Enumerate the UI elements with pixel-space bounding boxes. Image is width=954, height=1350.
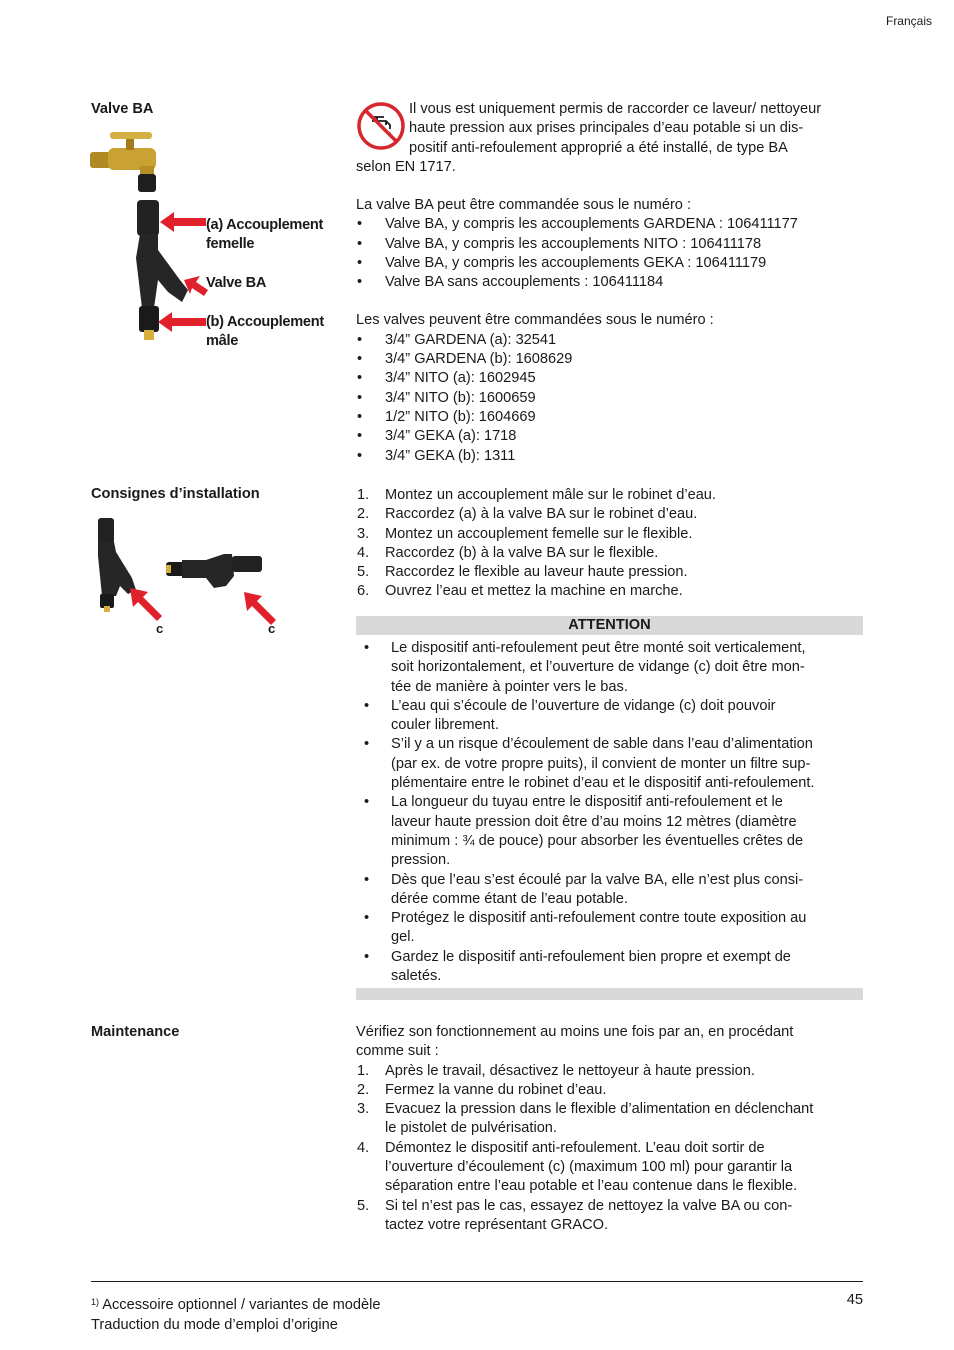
step-line: Si tel n’est pas le cas, essayez de nettoyez la valve BA ou con- bbox=[385, 1197, 793, 1214]
list-item: • 3/4” NITO (b): 1600659 bbox=[356, 389, 866, 408]
attention-line: • L’eau qui s’écoule de l’ouverture de vidange (c) doit pouvoir bbox=[391, 697, 776, 714]
list-item: • Valve BA, y compris les accouplements GARDENA : 106411177 bbox=[356, 215, 866, 234]
coupling-female bbox=[137, 200, 159, 236]
list-item bbox=[356, 544, 866, 563]
attention-item bbox=[363, 793, 863, 870]
attention-line: gel. bbox=[391, 929, 415, 946]
tap-coupling bbox=[138, 174, 156, 192]
page-number: 45 bbox=[846, 1292, 863, 1308]
callout-a bbox=[206, 216, 336, 255]
step-text: Montez un accouplement mâle sur le robinet d’eau. bbox=[385, 487, 716, 503]
valve-ba-illustration bbox=[88, 130, 208, 345]
valve-intro-line2: haute pression aux prises principales d’eau potable si un dis- bbox=[409, 120, 804, 137]
maintenance-intro-line1: Vérifiez son fonctionnement au moins une fois par an, en procédant bbox=[356, 1024, 794, 1040]
footer-left bbox=[91, 1292, 381, 1335]
callout-b bbox=[206, 313, 336, 352]
vertical-coupling-top bbox=[98, 518, 114, 544]
step-number: 4. bbox=[357, 1139, 370, 1156]
attention-item bbox=[363, 871, 863, 910]
attention-line: tée de manière à pointer vers le bas. bbox=[391, 678, 628, 695]
valve-body bbox=[136, 234, 188, 308]
attention-line: saletés. bbox=[391, 968, 442, 985]
attention-line: • La longueur du tuyau entre le dispositif anti-refoulement et le bbox=[391, 794, 783, 811]
step-number: 1. bbox=[357, 487, 370, 503]
step-text: Raccordez (b) à la valve BA sur le flexible. bbox=[385, 544, 659, 561]
list-item bbox=[356, 1081, 866, 1100]
list-item: • 1/2” NITO (b): 1604669 bbox=[356, 408, 866, 427]
horizontal-coupling-right bbox=[232, 556, 262, 572]
attention-line: • Le dispositif anti-refoulement peut être monté soit verticalement, bbox=[391, 640, 806, 656]
maintenance-block bbox=[356, 1023, 866, 1235]
step-number: 1. bbox=[357, 1062, 370, 1079]
callout-b-line1: (b) Accouplement bbox=[206, 314, 324, 330]
footnote bbox=[91, 1292, 381, 1315]
valve-intro-line1: Il vous est uniquement permis de raccorder ce laveur/ nettoyeur bbox=[409, 101, 822, 117]
attention-block bbox=[363, 639, 863, 986]
list-item bbox=[356, 1062, 866, 1081]
order-list bbox=[356, 215, 866, 292]
vertical-coupling-tip bbox=[104, 606, 110, 612]
attention-item bbox=[363, 909, 863, 948]
order-intro: La valve BA peut être commandée sous le numéro : bbox=[356, 197, 692, 213]
list-item: • 3/4” GEKA (b): 1311 bbox=[356, 447, 866, 466]
attention-list bbox=[363, 639, 863, 986]
attention-line: laveur haute pression doit être d’au moins 12 mètres (diamètre bbox=[391, 813, 797, 830]
list-item bbox=[356, 505, 866, 524]
step-text: Raccordez (a) à la valve BA sur le robinet d’eau. bbox=[385, 506, 698, 523]
list-item bbox=[356, 1100, 866, 1139]
maintenance-steps-list bbox=[356, 1062, 866, 1236]
tap-handle bbox=[110, 132, 152, 139]
attention-item bbox=[363, 735, 863, 793]
footnote-mark: 1) bbox=[91, 1297, 100, 1307]
arrow-a-icon bbox=[160, 212, 206, 232]
list-item: • 3/4” GEKA (a): 1718 bbox=[356, 427, 866, 446]
list-item: • Valve BA sans accouplements : 106411184 bbox=[356, 273, 866, 292]
step-line: Après le travail, désactivez le nettoyeur à haute pression. bbox=[385, 1062, 755, 1079]
order-block bbox=[356, 196, 866, 466]
attention-line: minimum : ¾ de pouce) pour absorber les éventuelles crêtes de bbox=[391, 832, 804, 849]
attention-line: • Protégez le dispositif anti-refoulement contre toute exposition au bbox=[391, 910, 807, 927]
list-item bbox=[356, 582, 866, 601]
language-label: Français bbox=[885, 14, 932, 28]
list-item bbox=[356, 525, 866, 544]
attention-line: pression. bbox=[391, 852, 451, 869]
callout-b-line2: mâle bbox=[206, 333, 239, 350]
attention-line: (par ex. de votre propre puits), il convient de monter un filtre sup- bbox=[391, 755, 811, 772]
list-item: • 3/4” GARDENA (b): 1608629 bbox=[356, 350, 866, 369]
step-line: tactez votre représentant GRACO. bbox=[385, 1216, 609, 1233]
attention-line: • Gardez le dispositif anti-refoulement bien propre et exempt de bbox=[391, 948, 791, 965]
attention-footer-bar bbox=[356, 988, 863, 1000]
attention-item bbox=[363, 948, 863, 987]
valves-intro: Les valves peuvent être commandées sous le numéro : bbox=[356, 312, 714, 329]
section-title-maintenance: Maintenance bbox=[91, 1024, 180, 1040]
valve-intro-paragraph bbox=[356, 100, 866, 177]
list-item bbox=[356, 1139, 866, 1197]
attention-heading: ATTENTION bbox=[356, 616, 863, 635]
step-line: Démontez le dispositif anti-refoulement. L’eau doit sortir de bbox=[385, 1139, 765, 1156]
step-line: séparation entre l’eau potable et l’eau contenue dans le flexible. bbox=[385, 1178, 798, 1195]
attention-line: plémentaire entre le robinet d’eau et le dispositif anti-refoulement. bbox=[391, 775, 815, 792]
step-number: 6. bbox=[357, 583, 370, 600]
horizontal-valve-body bbox=[182, 554, 234, 588]
attention-line: • Dès que l’eau s’est écoulé par la valve BA, elle n’est plus consi- bbox=[391, 871, 804, 888]
callout-a-line1: (a) Accouplement bbox=[206, 217, 324, 233]
valves-list bbox=[356, 331, 866, 466]
list-item: • 3/4” NITO (a): 1602945 bbox=[356, 369, 866, 388]
attention-item bbox=[363, 697, 863, 736]
list-item bbox=[356, 1197, 866, 1236]
maintenance-intro-line2: comme suit : bbox=[356, 1043, 439, 1060]
valve-intro-line3: positif anti-refoulement approprié a été installé, de type BA bbox=[409, 139, 788, 156]
attention-line: • S’il y a un risque d’écoulement de sable dans l’eau d’alimentation bbox=[391, 736, 813, 753]
step-text: Ouvrez l’eau et mettez la machine en marche. bbox=[385, 583, 683, 600]
step-number: 3. bbox=[357, 1101, 370, 1118]
callout-valve: Valve BA bbox=[206, 275, 267, 291]
callout-a-line2: femelle bbox=[206, 236, 255, 253]
attention-item bbox=[363, 639, 863, 697]
installation-steps bbox=[356, 486, 866, 602]
step-text: Montez un accouplement femelle sur le flexible. bbox=[385, 525, 693, 542]
step-number: 5. bbox=[357, 1197, 370, 1214]
coupling-male-tip bbox=[144, 330, 154, 340]
label-c-right: c bbox=[268, 621, 276, 636]
installation-steps-list bbox=[356, 486, 866, 602]
step-line: Evacuez la pression dans le flexible d’alimentation en déclenchant bbox=[385, 1101, 814, 1118]
coupling-male bbox=[139, 306, 159, 332]
step-number: 3. bbox=[357, 525, 370, 542]
attention-line: soit horizontalement, et l’ouverture de vidange (c) doit être mon- bbox=[391, 659, 805, 676]
step-number: 5. bbox=[357, 564, 370, 581]
step-line: le pistolet de pulvérisation. bbox=[385, 1120, 557, 1137]
label-c-left: c bbox=[156, 621, 164, 636]
step-line: l’ouverture d’écoulement (c) (maximum 100 ml) pour garantir la bbox=[385, 1159, 793, 1176]
list-item bbox=[356, 563, 866, 582]
section-title-installation: Consignes d’installation bbox=[91, 486, 260, 502]
step-number: 2. bbox=[357, 506, 370, 523]
list-item: • Valve BA, y compris les accouplements NITO : 106411178 bbox=[356, 235, 866, 254]
footer-divider bbox=[91, 1281, 863, 1282]
arrow-valve-icon bbox=[184, 276, 208, 296]
list-item bbox=[356, 486, 866, 505]
attention-line: dérée comme étant de l’eau potable. bbox=[391, 890, 628, 907]
step-line: Fermez la vanne du robinet d’eau. bbox=[385, 1081, 607, 1098]
step-number: 2. bbox=[357, 1081, 370, 1098]
horizontal-coupling-tip bbox=[166, 565, 171, 573]
list-item: • Valve BA, y compris les accouplements GEKA : 106411179 bbox=[356, 254, 866, 273]
step-number: 4. bbox=[357, 544, 370, 561]
section-title-valve-ba: Valve BA bbox=[91, 101, 154, 117]
arrow-b-icon bbox=[158, 312, 206, 332]
vertical-coupling-bottom bbox=[100, 594, 114, 608]
attention-line: couler librement. bbox=[391, 717, 499, 734]
list-item: • 3/4” GARDENA (a): 32541 bbox=[356, 331, 866, 350]
valve-horizontal-illustration bbox=[166, 548, 270, 594]
footer-subtitle: Traduction du mode d’emploi d’origine bbox=[91, 1317, 338, 1333]
arrow-c-left-icon bbox=[128, 586, 164, 622]
step-text: Raccordez le flexible au laveur haute pression. bbox=[385, 564, 688, 581]
footnote-text: Accessoire optionnel / variantes de modèle bbox=[99, 1297, 381, 1313]
valve-intro-line4: selon EN 1717. bbox=[356, 158, 456, 175]
